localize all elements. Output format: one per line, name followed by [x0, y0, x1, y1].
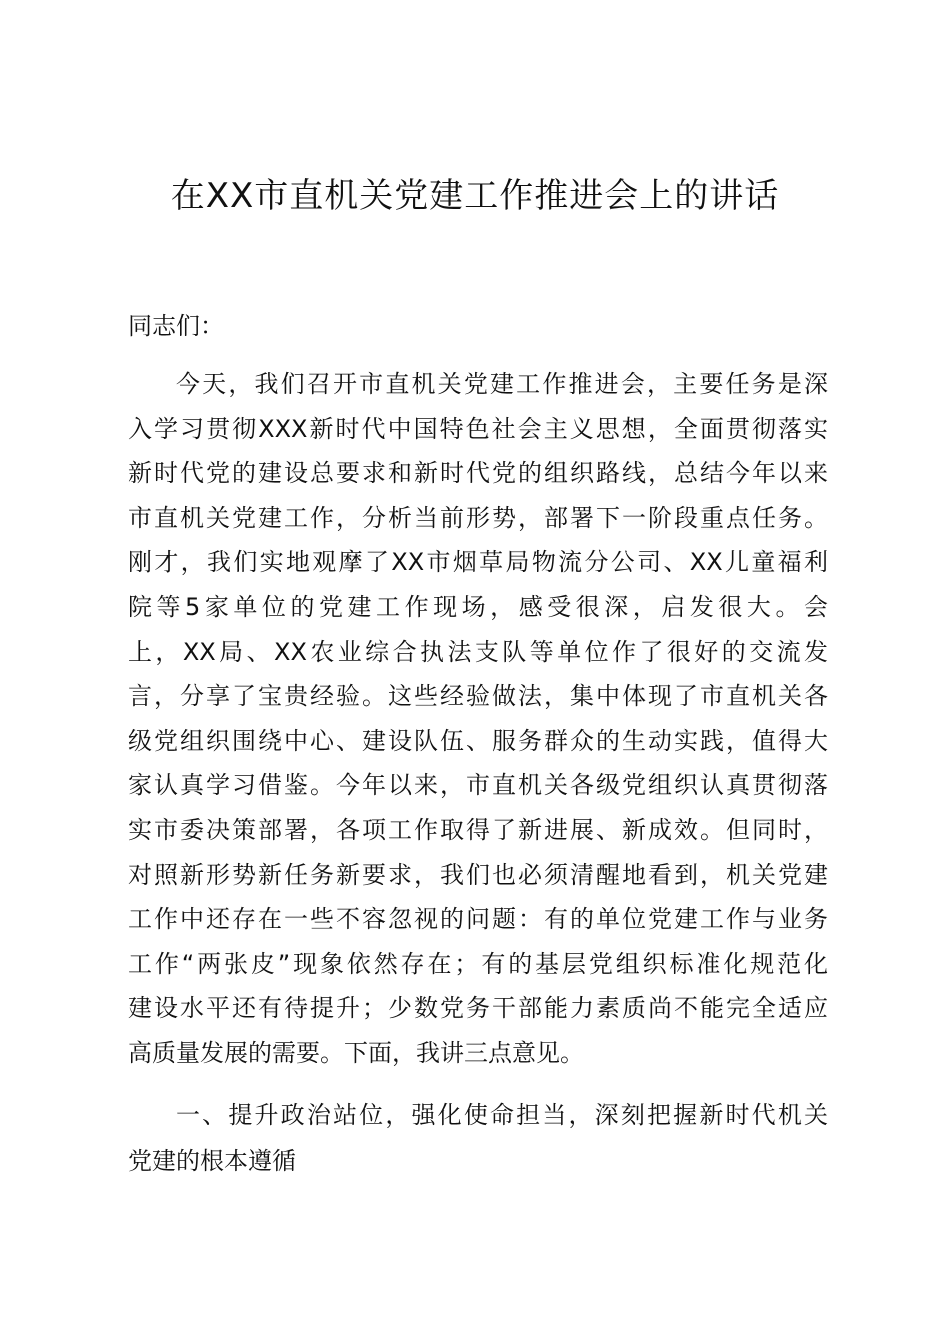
paragraph-line: 实市委决策部署，各项工作取得了新进展、新成效。但同时， — [128, 815, 828, 844]
paragraph-line: 对照新形势新任务新要求，我们也必须清醒地看到，机关党建 — [128, 860, 828, 889]
paragraph-line: 市直机关党建工作，分析当前形势，部署下一阶段重点任务。 — [128, 503, 828, 532]
document-title: 在XX市直机关党建工作推进会上的讲话 — [170, 176, 780, 216]
heading-line: 党建的根本遵循 — [128, 1147, 296, 1175]
paragraph-line: 工作“两张皮”现象依然存在；有的基层党组织标准化规范化 — [128, 949, 828, 978]
body-paragraph — [128, 362, 828, 1076]
paragraph-line: 刚才，我们实地观摩了XX市烟草局物流分公司、XX儿童福利 — [128, 548, 828, 577]
paragraph-line: 新时代党的建设总要求和新时代党的组织路线，总结今年以来 — [128, 459, 828, 488]
paragraph-line: 工作中还存在一些不容忽视的问题：有的单位党建工作与业务 — [128, 905, 828, 934]
paragraph-line: 建设水平还有待提升；少数党务干部能力素质尚不能完全适应 — [128, 994, 828, 1023]
paragraph-line: 入学习贯彻XXX新时代中国特色社会主义思想，全面贯彻落实 — [128, 414, 828, 443]
paragraph-line: 级党组织围绕中心、建设队伍、服务群众的生动实践，值得大 — [128, 726, 828, 755]
paragraph-line: 言，分享了宝贵经验。这些经验做法，集中体现了市直机关各 — [128, 682, 828, 711]
section-heading — [128, 1092, 828, 1184]
paragraph-line: 上，XX局、XX农业综合执法支队等单位作了很好的交流发 — [128, 637, 828, 666]
paragraph-line: 家认真学习借鉴。今年以来，市直机关各级党组织认真贯彻落 — [128, 771, 828, 800]
salutation: 同志们： — [128, 312, 224, 340]
paragraph-line: 院等5家单位的党建工作现场，感受很深，启发很大。会 — [128, 592, 828, 621]
heading-line: 一、提升政治站位，强化使命担当，深刻把握新时代机关 — [176, 1101, 828, 1129]
paragraph-line: 高质量发展的需要。下面，我讲三点意见。 — [128, 1038, 584, 1067]
paragraph-line: 今天，我们召开市直机关党建工作推进会，主要任务是深 — [176, 370, 828, 398]
